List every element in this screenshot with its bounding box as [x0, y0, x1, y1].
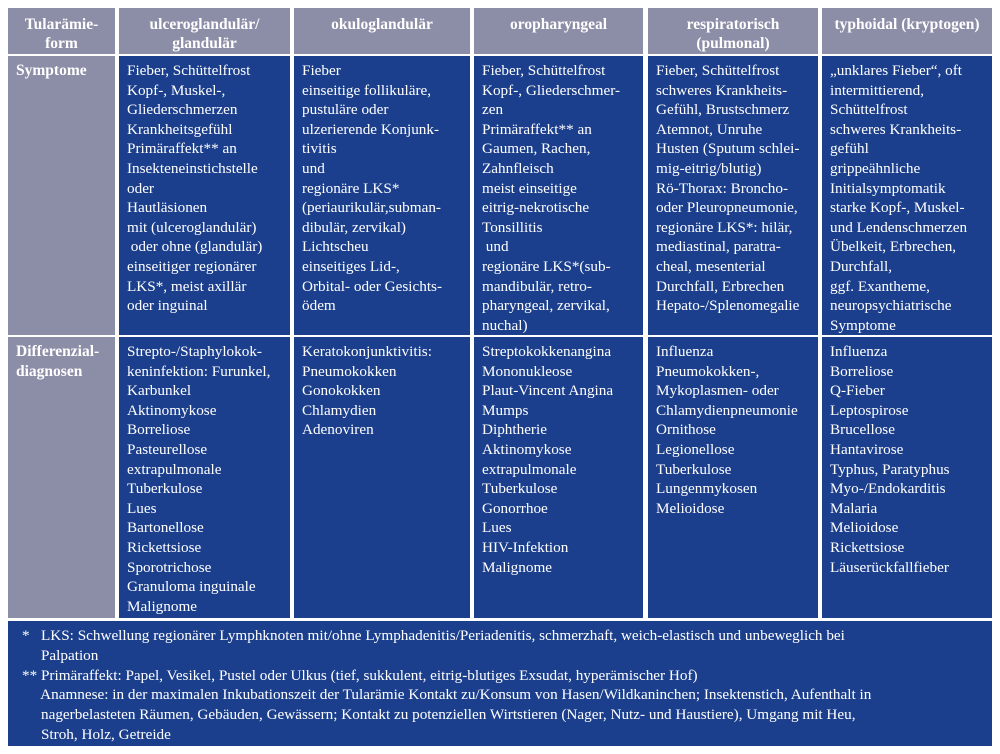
cell-line: Hautläsionen [127, 199, 208, 217]
cell-line: Aktinomykose [482, 440, 572, 458]
column-header-text: respiratorisch [686, 16, 780, 33]
cell-line: dibulär, zervikal) [302, 218, 406, 236]
cell-line: Schüttelfrost [830, 101, 908, 119]
cell-line: Strepto-/Staphylokok- [127, 343, 262, 360]
cell-line: und [302, 159, 325, 177]
cell-line: Initialsymptomatik [830, 179, 946, 197]
table-cell [119, 56, 290, 335]
cell-line: Krankheitsgefühl [127, 120, 233, 138]
cell-line: Pneumokokken [302, 362, 397, 380]
cell-line: Tuberkulose [656, 460, 732, 478]
cell-line: Plaut-Vincent Angina [482, 382, 614, 400]
cell-line: Keratokonjunktivitis: [302, 343, 432, 360]
cell-line: meist einseitige [482, 179, 577, 197]
cell-line: Leptospirose [830, 401, 909, 419]
cell-line: Husten (Sputum schlei- [656, 140, 800, 158]
footnotes [8, 621, 992, 746]
table-cell [822, 337, 992, 618]
table-cell [648, 56, 818, 335]
cell-line: regionäre LKS* [302, 179, 400, 197]
cell-line: Tuberkulose [127, 480, 203, 498]
cell-line: Legionellose [656, 440, 735, 458]
row-header-0 [8, 56, 115, 335]
footnote-line: * LKS: Schwellung regionärer Lymphknoten mit/ohne Lymphadenitis/Periadenitis, schmerzhaft, weich-elastisch und unbeweglich bei [22, 627, 845, 644]
cell-line: Übelkeit, Erbrechen, [830, 238, 957, 256]
cell-line: schweres Krankheits- [830, 120, 962, 138]
table-cell [648, 337, 818, 618]
cell-line: mit (ulceroglandulär) [127, 218, 257, 236]
cell-line: Tonsillitis [482, 218, 543, 236]
cell-line: oder Pleuropneumonie, [656, 199, 798, 217]
cell-line: Symptome [830, 316, 896, 334]
cell-line: oder ohne (glandulär) [127, 238, 263, 256]
cell-line: pharyngeal, zervikal, [482, 297, 610, 315]
cell-line: Lues [127, 499, 157, 517]
cell-line: Influenza [656, 343, 714, 360]
column-header-1 [119, 8, 290, 54]
table-cell [294, 56, 470, 335]
cell-line: Lichtscheu [302, 238, 369, 256]
cell-line: Rö-Thorax: Broncho- [656, 179, 789, 197]
cell-line: Sporotrichose [127, 558, 212, 576]
footnote-line: ** Primäraffekt: Papel, Vesikel, Pustel oder Ulkus (tief, sukkulent, eitrig-blutiges Exsudat, hyperämischer Hof) [22, 666, 698, 684]
column-header-4 [648, 8, 818, 54]
cell-line: Ornithose [656, 421, 716, 439]
cell-line: Fieber, Schüttelfrost [127, 62, 251, 79]
cell-line: Rickettsiose [127, 538, 202, 556]
cell-line: Pasteurellose [127, 440, 208, 458]
cell-line: Influenza [830, 343, 888, 360]
cell-line: Gliederschmerzen [127, 101, 238, 119]
cell-line: Atemnot, Unruhe [656, 120, 763, 138]
cell-line: eitrig-nekrotische [482, 199, 590, 217]
cell-line: oder [127, 179, 154, 197]
cell-line: Melioidose [656, 499, 725, 517]
column-header-text: form [45, 35, 78, 52]
row-header-text: Differenzial- [16, 343, 100, 360]
cell-line: Rickettsiose [830, 538, 905, 556]
cell-line: Myo-/Endokarditis [830, 480, 946, 498]
cell-line: Primäraffekt** an [482, 120, 592, 138]
cell-line: Kopf-, Gliederschmer- [482, 81, 621, 99]
table-cell [474, 56, 643, 335]
cell-line: und Lendenschmerzen [830, 218, 968, 236]
cell-line: regionäre LKS*(sub- [482, 257, 611, 275]
cell-line: ulzerierende Konjunk- [302, 120, 440, 138]
cell-line: extrapulmonale [482, 460, 577, 478]
cell-line: (periaurikulär,subman- [302, 199, 441, 217]
table-cell [474, 337, 643, 618]
cell-line: Primäraffekt** an [127, 140, 237, 158]
table-cell [119, 337, 290, 618]
cell-line: einseitiges Lid-, [302, 257, 400, 275]
column-header-text: oropharyngeal [509, 16, 608, 33]
cell-line: zen [482, 101, 504, 119]
cell-line: Fieber [302, 62, 341, 79]
cell-line: Chlamydienpneumonie [656, 401, 798, 419]
cell-line: Kopf-, Muskel-, [127, 81, 226, 99]
column-header-text: (pulmonal) [696, 35, 770, 52]
cell-line: mandibulär, retro- [482, 277, 592, 295]
cell-line: Pneumokokken-, [656, 362, 760, 380]
column-header-text: ulceroglandulär/ [149, 16, 260, 33]
cell-line: Lues [482, 519, 512, 537]
cell-line: einseitige follikuläre, [302, 81, 432, 99]
footnote-line: Palpation [22, 646, 99, 664]
cell-line: oder inguinal [127, 297, 208, 315]
cell-line: Insekteneinstichstelle [127, 159, 258, 177]
cell-line: Fieber, Schüttelfrost [656, 62, 780, 79]
cell-line: Mononukleose [482, 362, 573, 380]
cell-line: Tuberkulose [482, 480, 558, 498]
cell-line: nuchal) [482, 316, 528, 334]
cell-line: Orbital- oder Gesichts- [302, 277, 443, 295]
column-header-text: Tularämie- [24, 16, 99, 33]
cell-line: HIV-Infektion [482, 538, 569, 556]
cell-line: Aktinomykose [127, 401, 217, 419]
cell-line: gefühl [830, 140, 869, 158]
cell-line: Mumps [482, 401, 529, 419]
cell-line: pustuläre oder [302, 101, 389, 119]
footnote-line: nagerbelasteten Räumen, Gebäuden, Gewässern; Kontakt zu potenziellen Wirtstieren (Nager, Nutz- und Haustiere), Umgang mit Heu, [22, 706, 856, 724]
cell-line: Borreliose [830, 362, 894, 380]
column-header-text: glandulär [172, 35, 237, 52]
cell-line: mig-eitrig/blutig) [656, 159, 762, 177]
cell-line: Streptokokkenangina [482, 343, 612, 360]
cell-line: einseitiger regionärer [127, 257, 257, 275]
cell-line: Malaria [830, 499, 878, 517]
cell-line: LKS*, meist axillär [127, 277, 247, 295]
cell-line: regionäre LKS*: hilär, [656, 218, 793, 236]
cell-line: Melioidose [830, 519, 899, 537]
cell-line: mediastinal, paratra- [656, 238, 781, 256]
cell-line: neuropsychiatrische [830, 297, 952, 315]
row-header-text: Symptome [16, 62, 87, 79]
cell-line: starke Kopf-, Muskel- [830, 199, 965, 217]
cell-line: Diphtherie [482, 421, 547, 439]
cell-line: Zahnfleisch [482, 159, 554, 177]
cell-line: schweres Krankheits- [656, 81, 788, 99]
cell-line: Chlamydien [302, 401, 377, 419]
column-header-2 [294, 8, 470, 54]
cell-line: Hantavirose [830, 440, 904, 458]
cell-line: Borreliose [127, 421, 191, 439]
row-header-text: diagnosen [16, 362, 83, 380]
cell-line: Gonorrhoe [482, 499, 548, 517]
cell-line: und [482, 238, 509, 256]
cell-line: Gonokokken [302, 382, 381, 400]
column-header-text: okuloglandulär [331, 16, 433, 33]
cell-line: Fieber, Schüttelfrost [482, 62, 606, 79]
cell-line: Malignome [482, 558, 553, 576]
cell-line: Bartonellose [127, 519, 204, 537]
row-header-1 [8, 337, 115, 618]
column-header-5 [822, 8, 992, 54]
cell-line: intermittierend, [830, 81, 925, 99]
cell-line: Typhus, Paratyphus [830, 460, 950, 478]
column-header-3 [474, 8, 643, 54]
column-header-text: typhoidal (kryptogen) [834, 16, 980, 33]
cell-line: tivitis [302, 140, 337, 158]
cell-line: Brucellose [830, 421, 895, 439]
column-header-0 [8, 8, 115, 54]
cell-line: Adenoviren [302, 421, 374, 439]
cell-line: Lungenmykosen [656, 480, 758, 498]
cell-line: Gefühl, Brustschmerz [656, 101, 790, 119]
cell-line: ödem [302, 297, 336, 315]
cell-line: Durchfall, Erbrechen [656, 277, 785, 295]
cell-line: keninfektion: Furunkel, [127, 362, 271, 380]
cell-line: Läuserückfallfieber [830, 558, 949, 576]
cell-line: Durchfall, [830, 257, 892, 275]
cell-line: grippeähnliche [830, 159, 921, 177]
cell-line: Malignome [127, 597, 198, 615]
cell-line: Mykoplasmen- oder [656, 382, 779, 400]
table-cell [822, 56, 992, 335]
cell-line: Q-Fieber [830, 382, 885, 400]
footnote-line: Stroh, Holz, Getreide [22, 725, 171, 743]
cell-line: Karbunkel [127, 382, 192, 400]
cell-line: Gaumen, Rachen, [482, 140, 591, 158]
cell-line: cheal, mesenterial [656, 257, 766, 275]
cell-line: Granuloma inguinale [127, 578, 256, 596]
table-cell [294, 337, 470, 618]
cell-line: Hepato-/Splenomegalie [656, 297, 800, 315]
footnote-line: Anamnese: in der maximalen Inkubationszeit der Tularämie Kontakt zu/Konsum von Hasen/Wildkaninchen; Insektenstich, Aufenthalt in [22, 686, 872, 704]
cell-line: ggf. Exantheme, [830, 277, 930, 295]
cell-line: extrapulmonale [127, 460, 222, 478]
cell-line: „unklares Fieber“, oft [830, 62, 962, 79]
